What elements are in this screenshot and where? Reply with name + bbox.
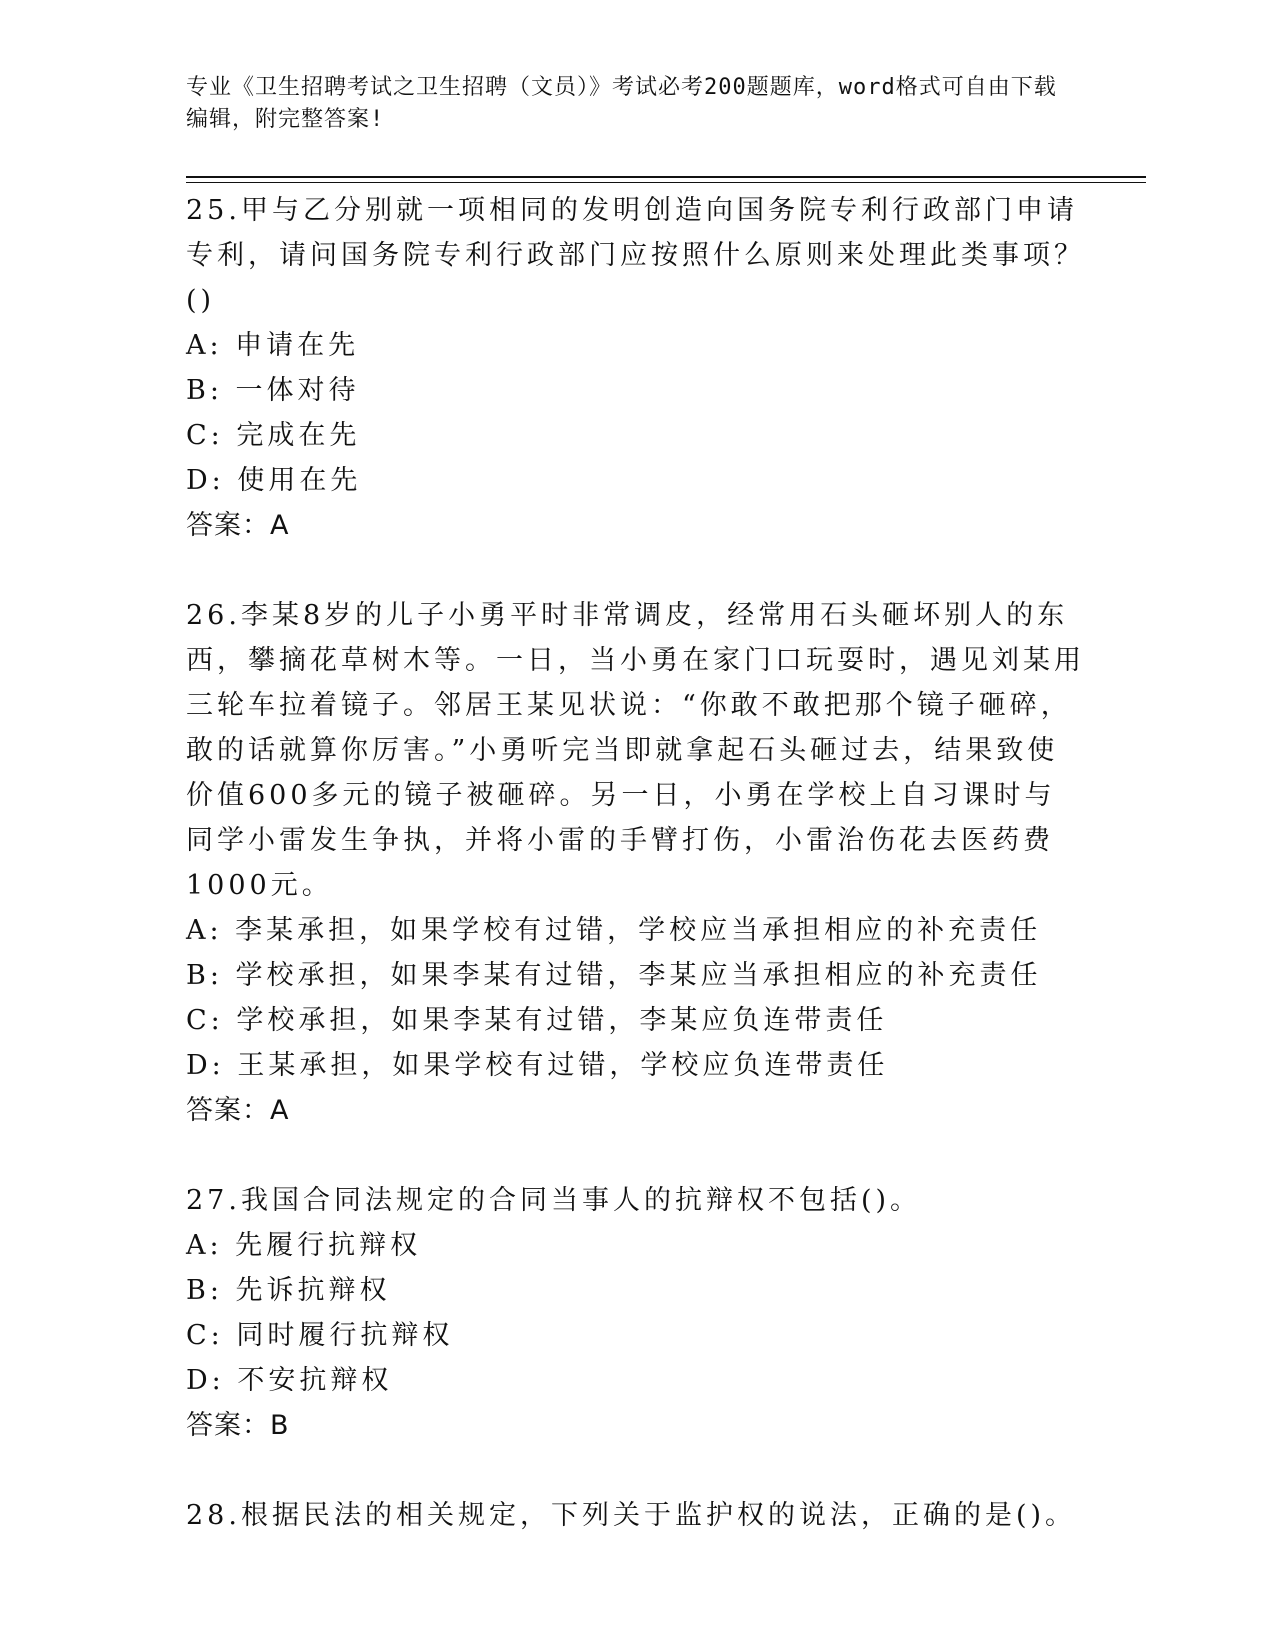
option-d: D: 王某承担，如果学校有过错，学校应负连带责任	[186, 1050, 889, 1081]
question-27	[186, 1178, 1086, 1448]
option-d: D: 不安抗辩权	[186, 1365, 393, 1396]
header-rule-thin	[186, 182, 1146, 183]
question-stem: 28.根据民法的相关规定，下列关于监护权的说法，正确的是()。	[186, 1500, 1077, 1531]
question-stem: 26.李某8岁的儿子小勇平时非常调皮，经常用石头砸坏别人的东西，攀摘花草树木等。一日，当小勇在家门口玩耍时，遇见刘某用三轮车拉着镜子。邻居王某见状说：“你敢不敢把那个镜子砸碎，敢的话就算你厉害。”小勇听完当即就拿起石头砸过去，结果致使价值600多元的镜子被砸碎。另一日，小勇在学校上自习课时与同学小雷发生争执，并将小雷的手臂打伤，小雷治伤花去医药费1000元。	[186, 600, 1085, 901]
option-a: A: 申请在先	[186, 330, 360, 361]
question-stem: 25.甲与乙分别就一项相同的发明创造向国务院专利行政部门申请专利，请问国务院专利行政部门应按照什么原则来处理此类事项？()	[186, 195, 1085, 316]
answer: 答案：A	[186, 1095, 290, 1126]
option-a: A: 先履行抗辩权	[186, 1230, 422, 1261]
question-stem: 27.我国合同法规定的合同当事人的抗辩权不包括()。	[186, 1185, 922, 1216]
option-c: C: 完成在先	[186, 420, 361, 451]
option-b: B: 一体对待	[186, 375, 360, 406]
question-26	[186, 593, 1086, 1133]
option-c: C: 学校承担，如果李某有过错，李某应负连带责任	[186, 1005, 888, 1036]
answer: 答案：A	[186, 510, 290, 541]
question-25	[186, 188, 1086, 548]
answer: 答案：B	[186, 1410, 290, 1441]
header-rule-thick	[186, 176, 1146, 178]
question-28	[186, 1493, 1086, 1538]
option-a: A: 李某承担，如果学校有过错，学校应当承担相应的补充责任	[186, 915, 1042, 946]
option-c: C: 同时履行抗辩权	[186, 1320, 454, 1351]
option-b: B: 学校承担，如果李某有过错，李某应当承担相应的补充责任	[186, 960, 1042, 991]
option-d: D: 使用在先	[186, 465, 362, 496]
option-b: B: 先诉抗辩权	[186, 1275, 391, 1306]
question-list	[186, 188, 1086, 1583]
document-header: 专业《卫生招聘考试之卫生招聘（文员）》考试必考200题题库，word格式可自由下载编辑，附完整答案!	[186, 75, 1057, 132]
